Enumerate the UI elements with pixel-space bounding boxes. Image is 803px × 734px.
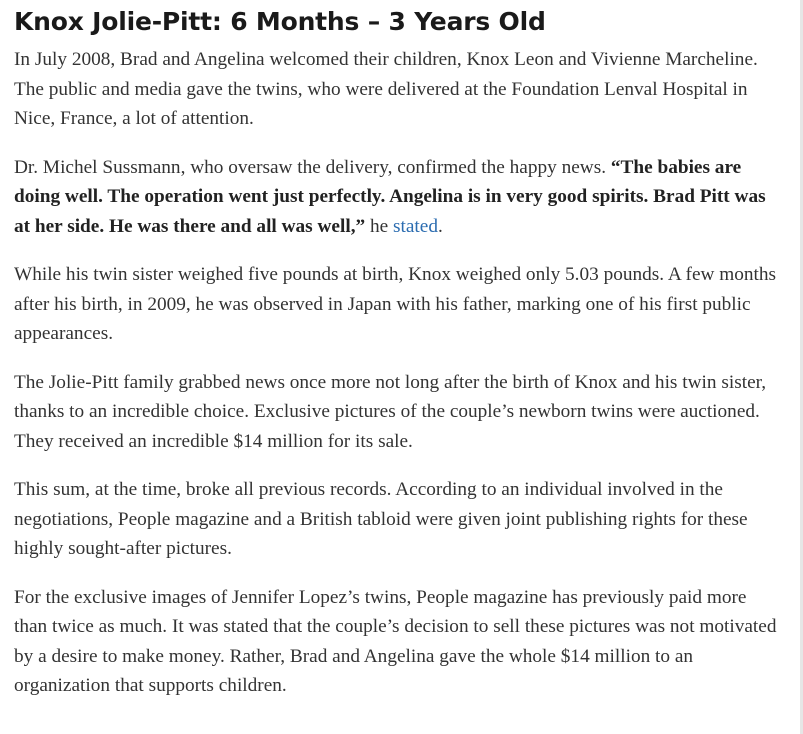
stated-source-link[interactable]: stated [393,215,438,237]
paragraph-auction: The Jolie-Pitt family grabbed news once more not long after the birth of Knox and his twin sister, thanks to an incredible choice. Exclusive pictures of the couple’s newborn twins were auctioned. They received an incredible $14 million for its sale. [14,371,767,452]
article [14,4,784,720]
section-title: Knox Jolie-Pitt: 6 Months – 3 Years Old [14,7,546,36]
quote-end: . [438,215,443,237]
paragraph-doctor-quote [14,153,784,242]
paragraph-birth: In July 2008, Brad and Angelina welcomed their children, Knox Leon and Vivienne Marcheline. The public and media gave the twins, who were delivered at the Foundation Lenval Hospital in Nice, France, a lot of attention. [14,49,758,129]
paragraph-records: This sum, at the time, broke all previous records. According to an individual involved in the negotiations, People magazine and a British tabloid were given joint publishing rights for these highly sought-after pictures. [14,479,748,559]
paragraph-donation: For the exclusive images of Jennifer Lopez’s twins, People magazine has previously paid more than twice as much. It was stated that the couple’s decision to sell these pictures was not motivated by a desire to make money. Rather, Brad and Angelina gave the whole $14 million to an organization that supports children. [14,586,777,696]
quote-attribution: he [365,215,394,237]
doctor-quote: “The babies are doing well. The operation went just perfectly. Angelina is in very good spirits. Brad Pitt was at her side. He was there and all was well,” [14,156,766,237]
paragraph-birth-weight: While his twin sister weighed five pounds at birth, Knox weighed only 5.03 pounds. A few months after his birth, in 2009, he was observed in Japan with his father, marking one of his first public appearances. [14,264,777,344]
quote-intro: Dr. Michel Sussmann, who oversaw the delivery, confirmed the happy news. [14,156,611,178]
